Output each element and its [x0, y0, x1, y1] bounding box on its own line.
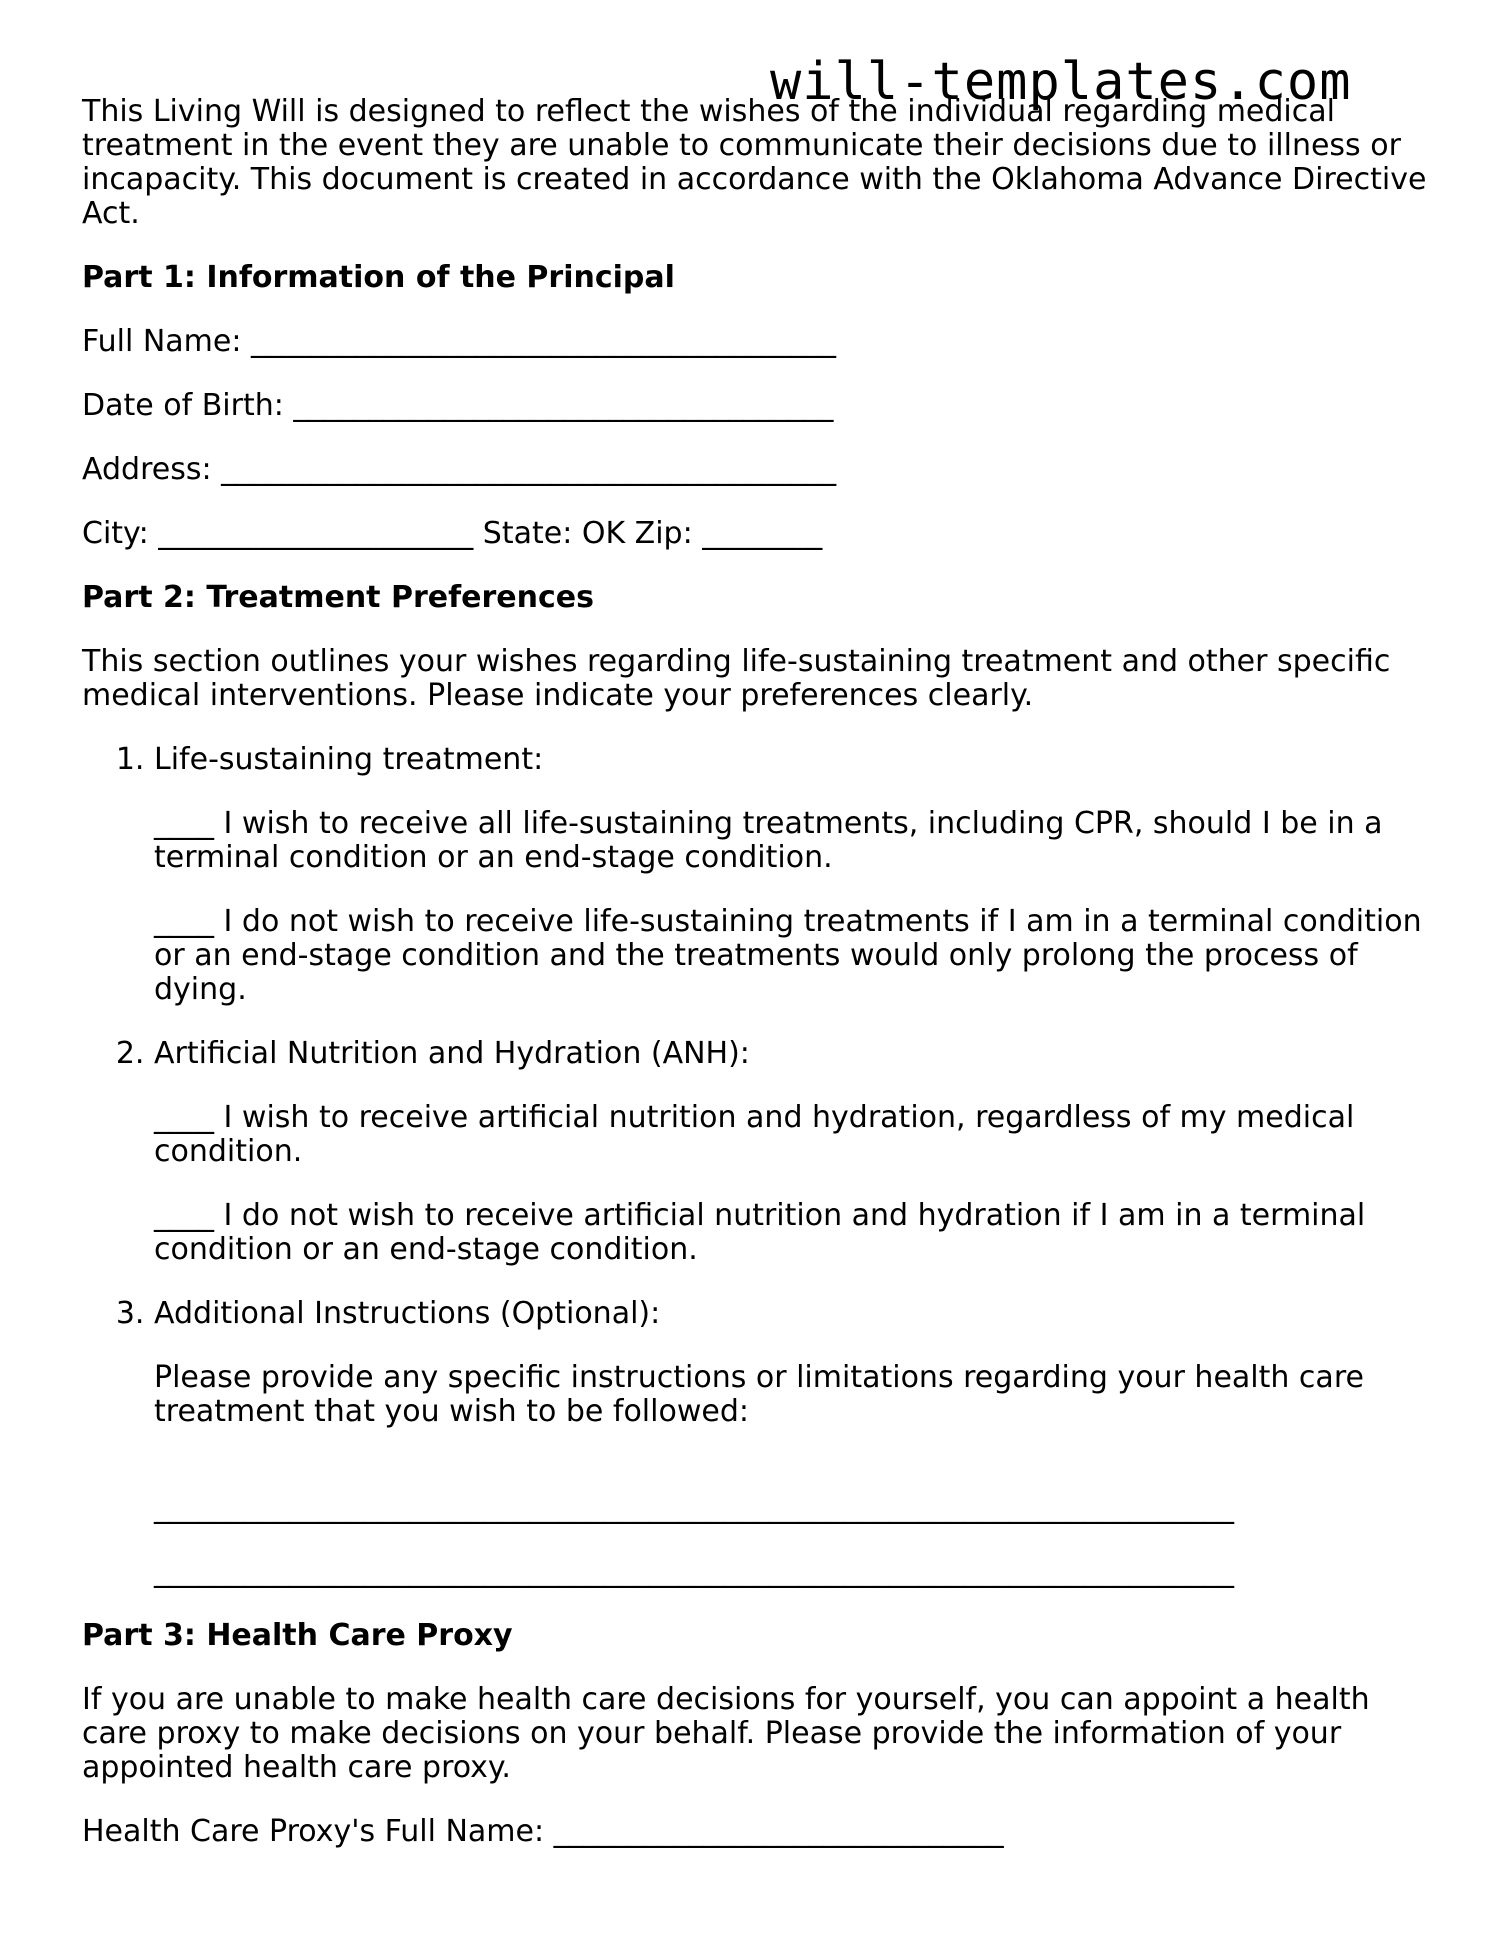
life-sustaining-option-receive[interactable]: ____ I wish to receive all life-sustaining treatments, including CPR, should I be in a terminal condition or an end-stage condition. [154, 806, 1383, 875]
anh-option-decline[interactable]: ____ I do not wish to receive artificial nutrition and hydration if I am in a terminal condition or an end-stage condition. [154, 1198, 1366, 1267]
address-field[interactable]: Address: _________________________________________ [82, 452, 837, 487]
instructions-line-2[interactable]: ________________________________________________________________________ [154, 1554, 1234, 1589]
full-name-field[interactable]: Full Name: _______________________________________ [82, 324, 836, 359]
additional-instructions-lines [154, 1459, 1427, 1589]
part3-description: If you are unable to make health care decisions for yourself, you can appoint a health care proxy to make decisions on your behalf. Please provide the information of your appointed health care proxy. [82, 1682, 1370, 1785]
instructions-line-1[interactable]: ________________________________________________________________________ [154, 1490, 1234, 1525]
proxy-full-name-field[interactable]: Health Care Proxy's Full Name: ______________________________ [82, 1814, 1004, 1849]
part2-heading: Part 2: Treatment Preferences [82, 580, 594, 615]
list-item-additional-instructions [154, 1297, 1427, 1589]
anh-title: 2. Artificial Nutrition and Hydration (ANH): [154, 1036, 750, 1071]
part1-heading: Part 1: Information of the Principal [82, 260, 675, 295]
life-sustaining-title: 1. Life-sustaining treatment: [154, 742, 544, 777]
watermark-text: will-templates.com [770, 52, 1352, 112]
list-item-life-sustaining [154, 743, 1427, 1007]
date-of-birth-field[interactable]: Date of Birth: ____________________________________ [82, 388, 834, 423]
anh-option-receive[interactable]: ____ I wish to receive artificial nutrition and hydration, regardless of my medical condition. [154, 1100, 1355, 1169]
city-state-zip-field[interactable]: City: _____________________ State: OK Zip: ________ [82, 516, 823, 551]
intro-paragraph: This Living Will is designed to reflect the wishes of the individual regarding medical treatment in the event they are unable to communicate their decisions due to illness or incapacity. This document is created in accordance with the Oklahoma Advance Directive Act. [82, 94, 1427, 231]
treatment-preferences-list [82, 743, 1427, 1589]
list-item-anh [154, 1037, 1427, 1267]
part3-heading: Part 3: Health Care Proxy [82, 1618, 513, 1653]
document-page [82, 95, 1427, 1879]
life-sustaining-option-decline[interactable]: ____ I do not wish to receive life-sustaining treatments if I am in a terminal condition or an end-stage condition and the treatments would only prolong the process of dying. [154, 904, 1422, 1007]
part2-description: This section outlines your wishes regarding life-sustaining treatment and other specific medical interventions. Please indicate your preferences clearly. [82, 644, 1391, 713]
additional-instructions-title: 3. Additional Instructions (Optional): [154, 1296, 661, 1331]
additional-instructions-text: Please provide any specific instructions or limitations regarding your health care treatment that you wish to be followed: [154, 1360, 1364, 1429]
